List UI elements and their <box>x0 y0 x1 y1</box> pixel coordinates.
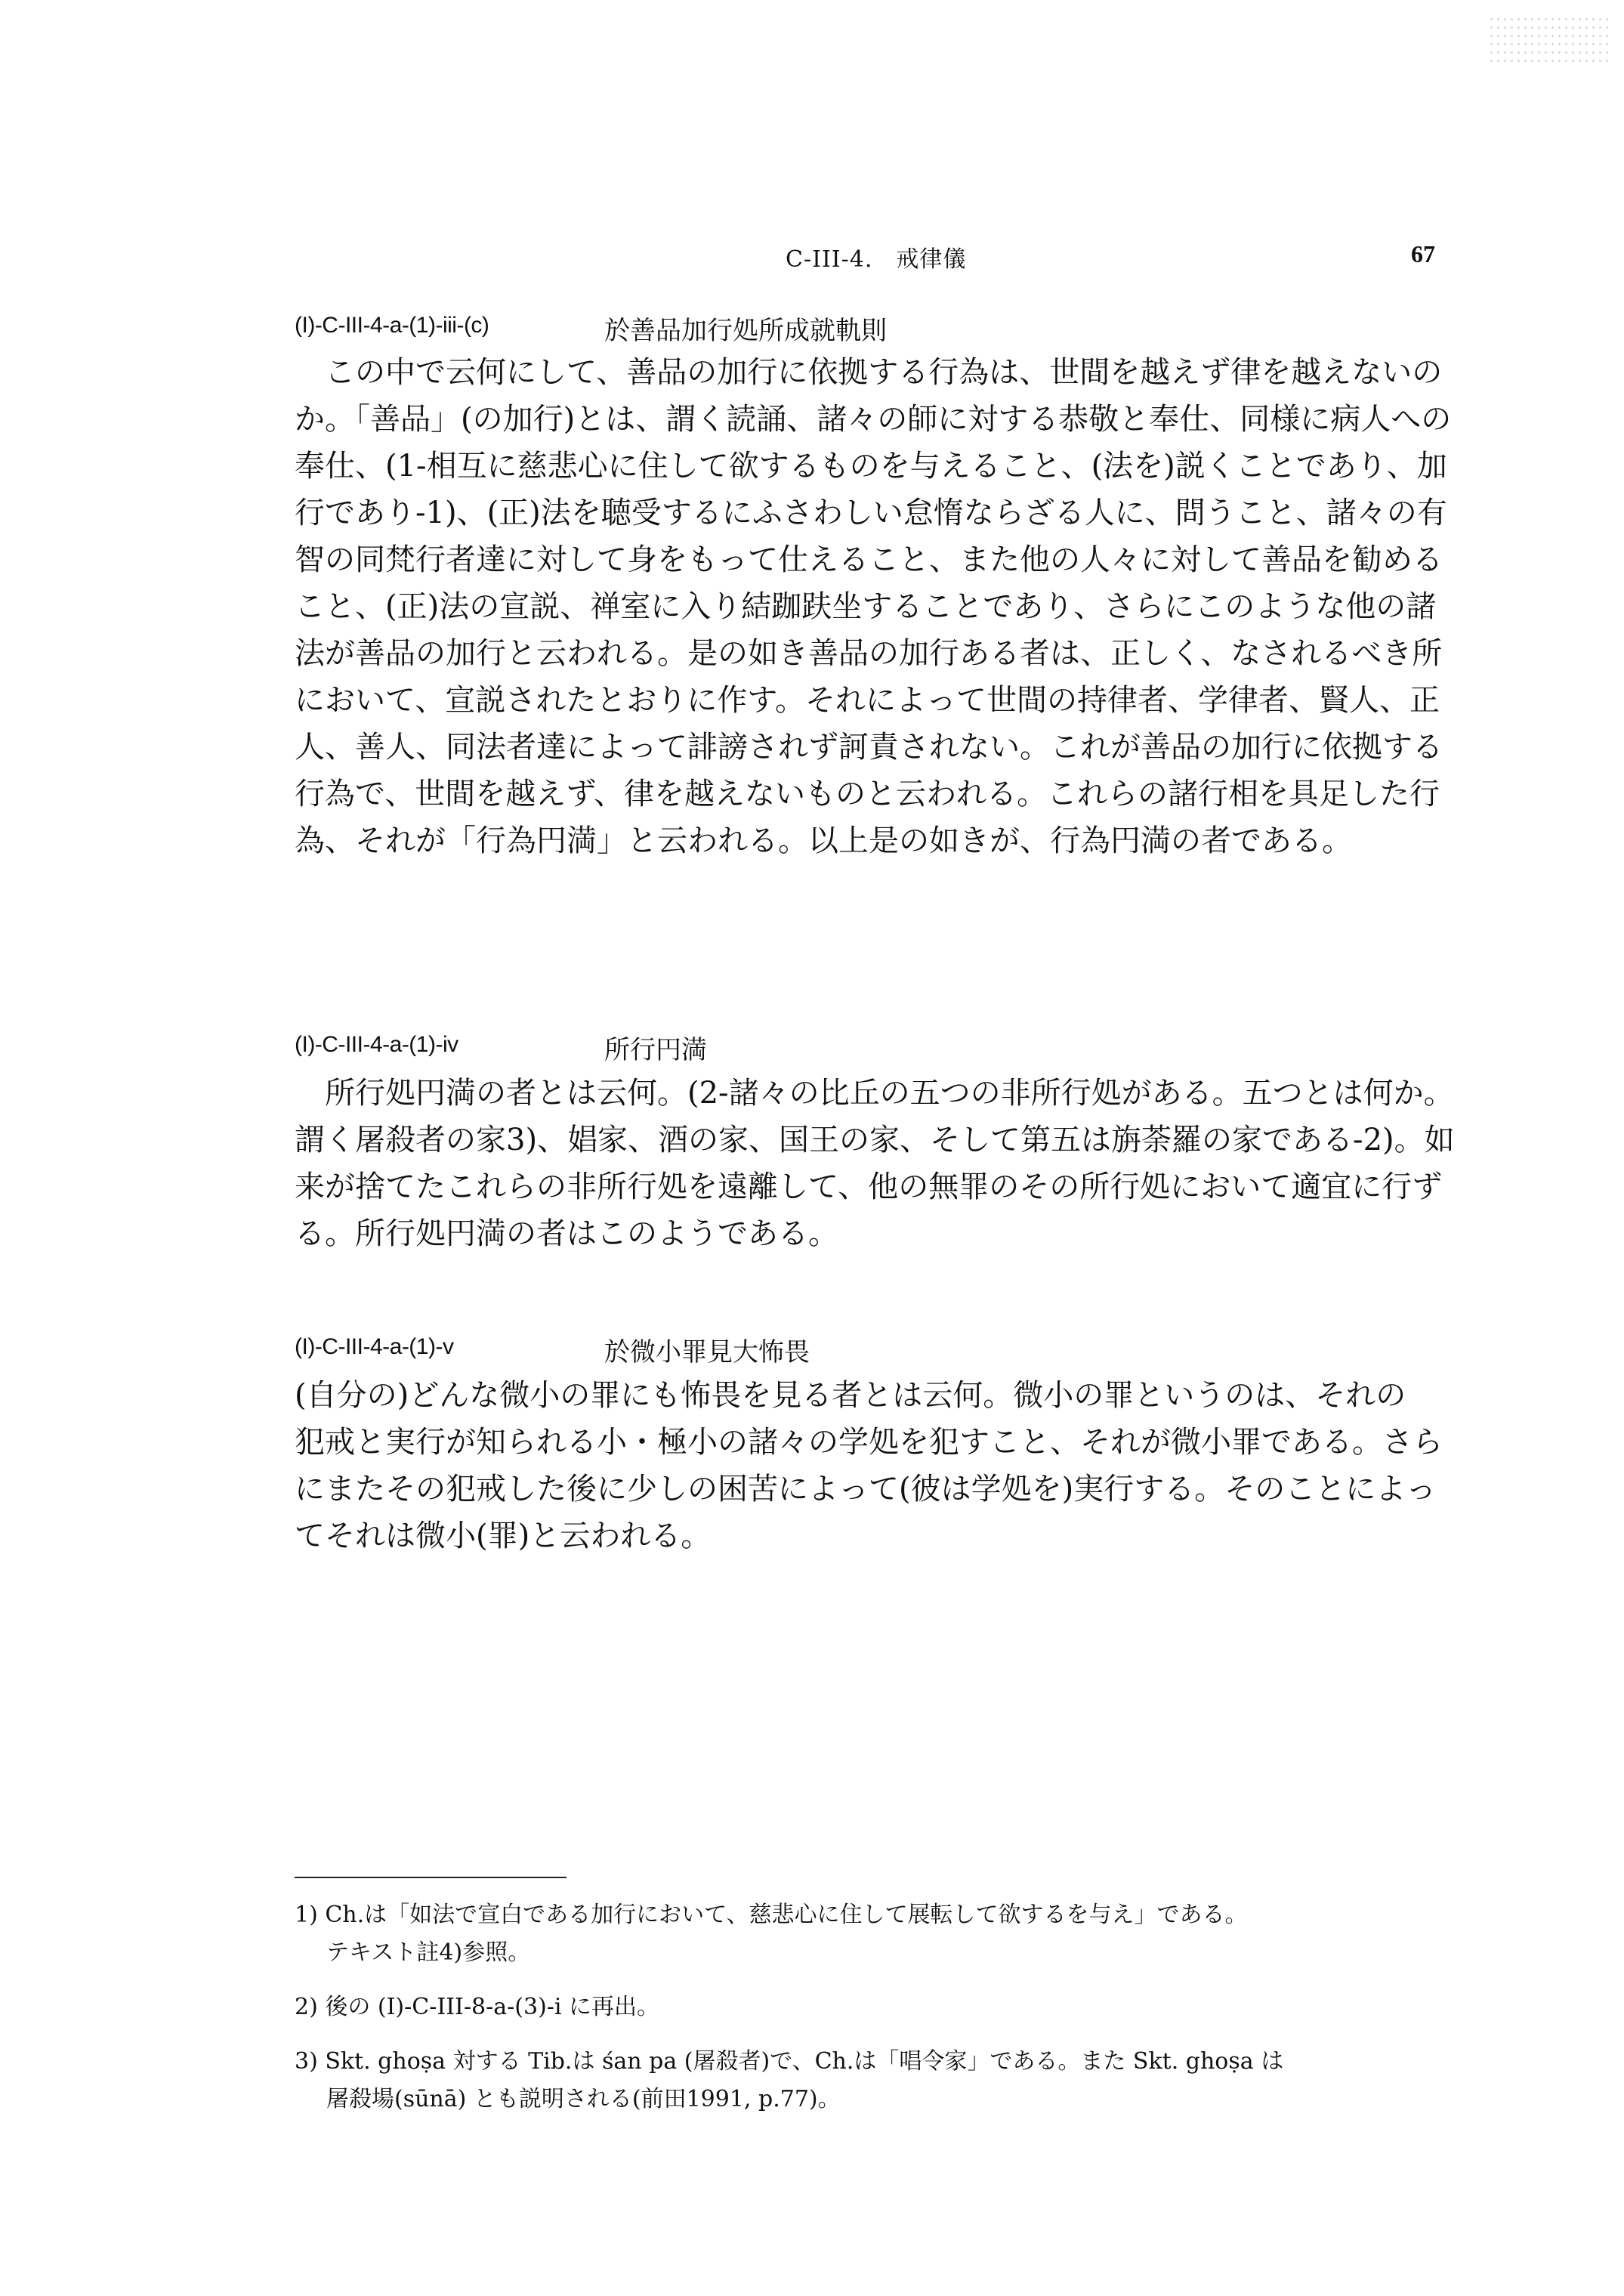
text-line: (自分の)どんな微小の罪にも怖畏を見る者とは云何。微小の罪というのは、それの <box>295 1378 1406 1413</box>
text-line: において、宣説されたとおりに作す。それによって世間の持律者、学律者、賢人、正 <box>295 683 1440 718</box>
footnote-continuation: 屠殺場(sūnā) とも説明される(前田1991, p.77)。 <box>326 2086 841 2112</box>
page-number: 67 <box>1411 240 1435 267</box>
text-line: にまたその犯戒した後に少しの困苦によって(彼は学処を)実行する。そのことによっ <box>295 1472 1437 1506</box>
text-line: 人、善人、同法者達によって誹謗されず訶責されない。これが善品の加行に依拠する <box>295 730 1443 765</box>
section-body <box>295 349 1465 864</box>
footnote <box>295 2043 1503 2118</box>
section-code: (I)-C-III-4-a-(1)-iv <box>295 1032 458 1057</box>
section-body <box>295 1372 1465 1559</box>
footnote <box>295 1896 1503 1972</box>
text-line: てそれは微小(罪)と云われる。 <box>295 1519 712 1553</box>
section-heading <box>295 310 887 346</box>
text-line: 智の同梵行者達に対して身をもって仕えること、また他の人々に対して善品を勧める <box>295 542 1443 577</box>
text-line: か。「善品」(の加行)とは、謂く読誦、諸々の師に対する恭敬と奉仕、同様に病人への <box>295 402 1452 437</box>
text-line: この中で云何にして、善品の加行に依拠する行為は、世間を越えず律を越えないの <box>325 355 1443 390</box>
section-body <box>295 1070 1465 1257</box>
section-title: 所行円満 <box>604 1035 707 1065</box>
footnote-line: 3) Skt. ghoṣa 対する Tib.は śan pa (屠殺者)で、Ch.は「唱令家」である。また Skt. ghoṣa は <box>295 2048 1284 2075</box>
footnotes <box>295 1896 1503 2135</box>
footnote-line: 1) Ch.は「如法で宣白である加行において、慈悲心に住して展転して欲するを与え」である。 <box>295 1902 1248 1928</box>
footnote-continuation: テキスト註4)参照。 <box>326 1939 531 1966</box>
text-line: 所行処円満の者とは云何。(2-諸々の比丘の五つの非所行処がある。五つとは何か。 <box>325 1076 1454 1111</box>
section-code: (I)-C-III-4-a-(1)-iii-(c) <box>295 313 489 338</box>
text-line: る。所行処円満の者はこのようである。 <box>295 1216 838 1251</box>
section-code: (I)-C-III-4-a-(1)-v <box>295 1334 454 1359</box>
section-heading <box>295 1331 810 1367</box>
text-line: 法が善品の加行と云われる。是の如き善品の加行ある者は、正しく、なされるべき所 <box>295 636 1443 671</box>
text-line: 為、それが「行為円満」と云われる。以上是の如きが、行為円満の者である。 <box>295 824 1352 858</box>
footnote <box>295 1989 1503 2026</box>
text-line: 行であり-1)、(正)法を聴受するにふさわしい怠惰ならざる人に、問うこと、諸々の有 <box>295 496 1447 530</box>
text-line: 謂く屠殺者の家3)、娼家、酒の家、国王の家、そして第五は旃荼羅の家である-2)。如 <box>295 1123 1455 1157</box>
scan-noise <box>1488 15 1609 68</box>
text-line: 犯戒と実行が知られる小・極小の諸々の学処を犯すこと、それが微小罪である。さら <box>295 1425 1443 1460</box>
section-title: 於微小罪見大怖畏 <box>604 1337 810 1367</box>
footnote-rule <box>295 1877 567 1878</box>
section-heading <box>295 1029 707 1065</box>
section-title: 於善品加行処所成就軌則 <box>604 316 887 346</box>
footnote-line: 2) 後の (I)-C-III-8-a-(3)-i に再出。 <box>295 1994 660 2020</box>
text-line: 行為で、世間を越えず、律を越えないものと云われる。これらの諸行相を具足した行 <box>295 777 1440 811</box>
running-header: C-III-4. 戒律儀 <box>786 246 967 273</box>
text-line: 奉仕、(1-相互に慈悲心に住して欲するものを与えること、(法を)説くことであり、加 <box>295 449 1447 484</box>
text-line: こと、(正)法の宣説、禅室に入り結跏趺坐することであり、さらにこのような他の諸 <box>295 589 1437 624</box>
text-line: 来が捨てたこれらの非所行処を遠離して、他の無罪のその所行処において適宜に行ず <box>295 1170 1443 1204</box>
